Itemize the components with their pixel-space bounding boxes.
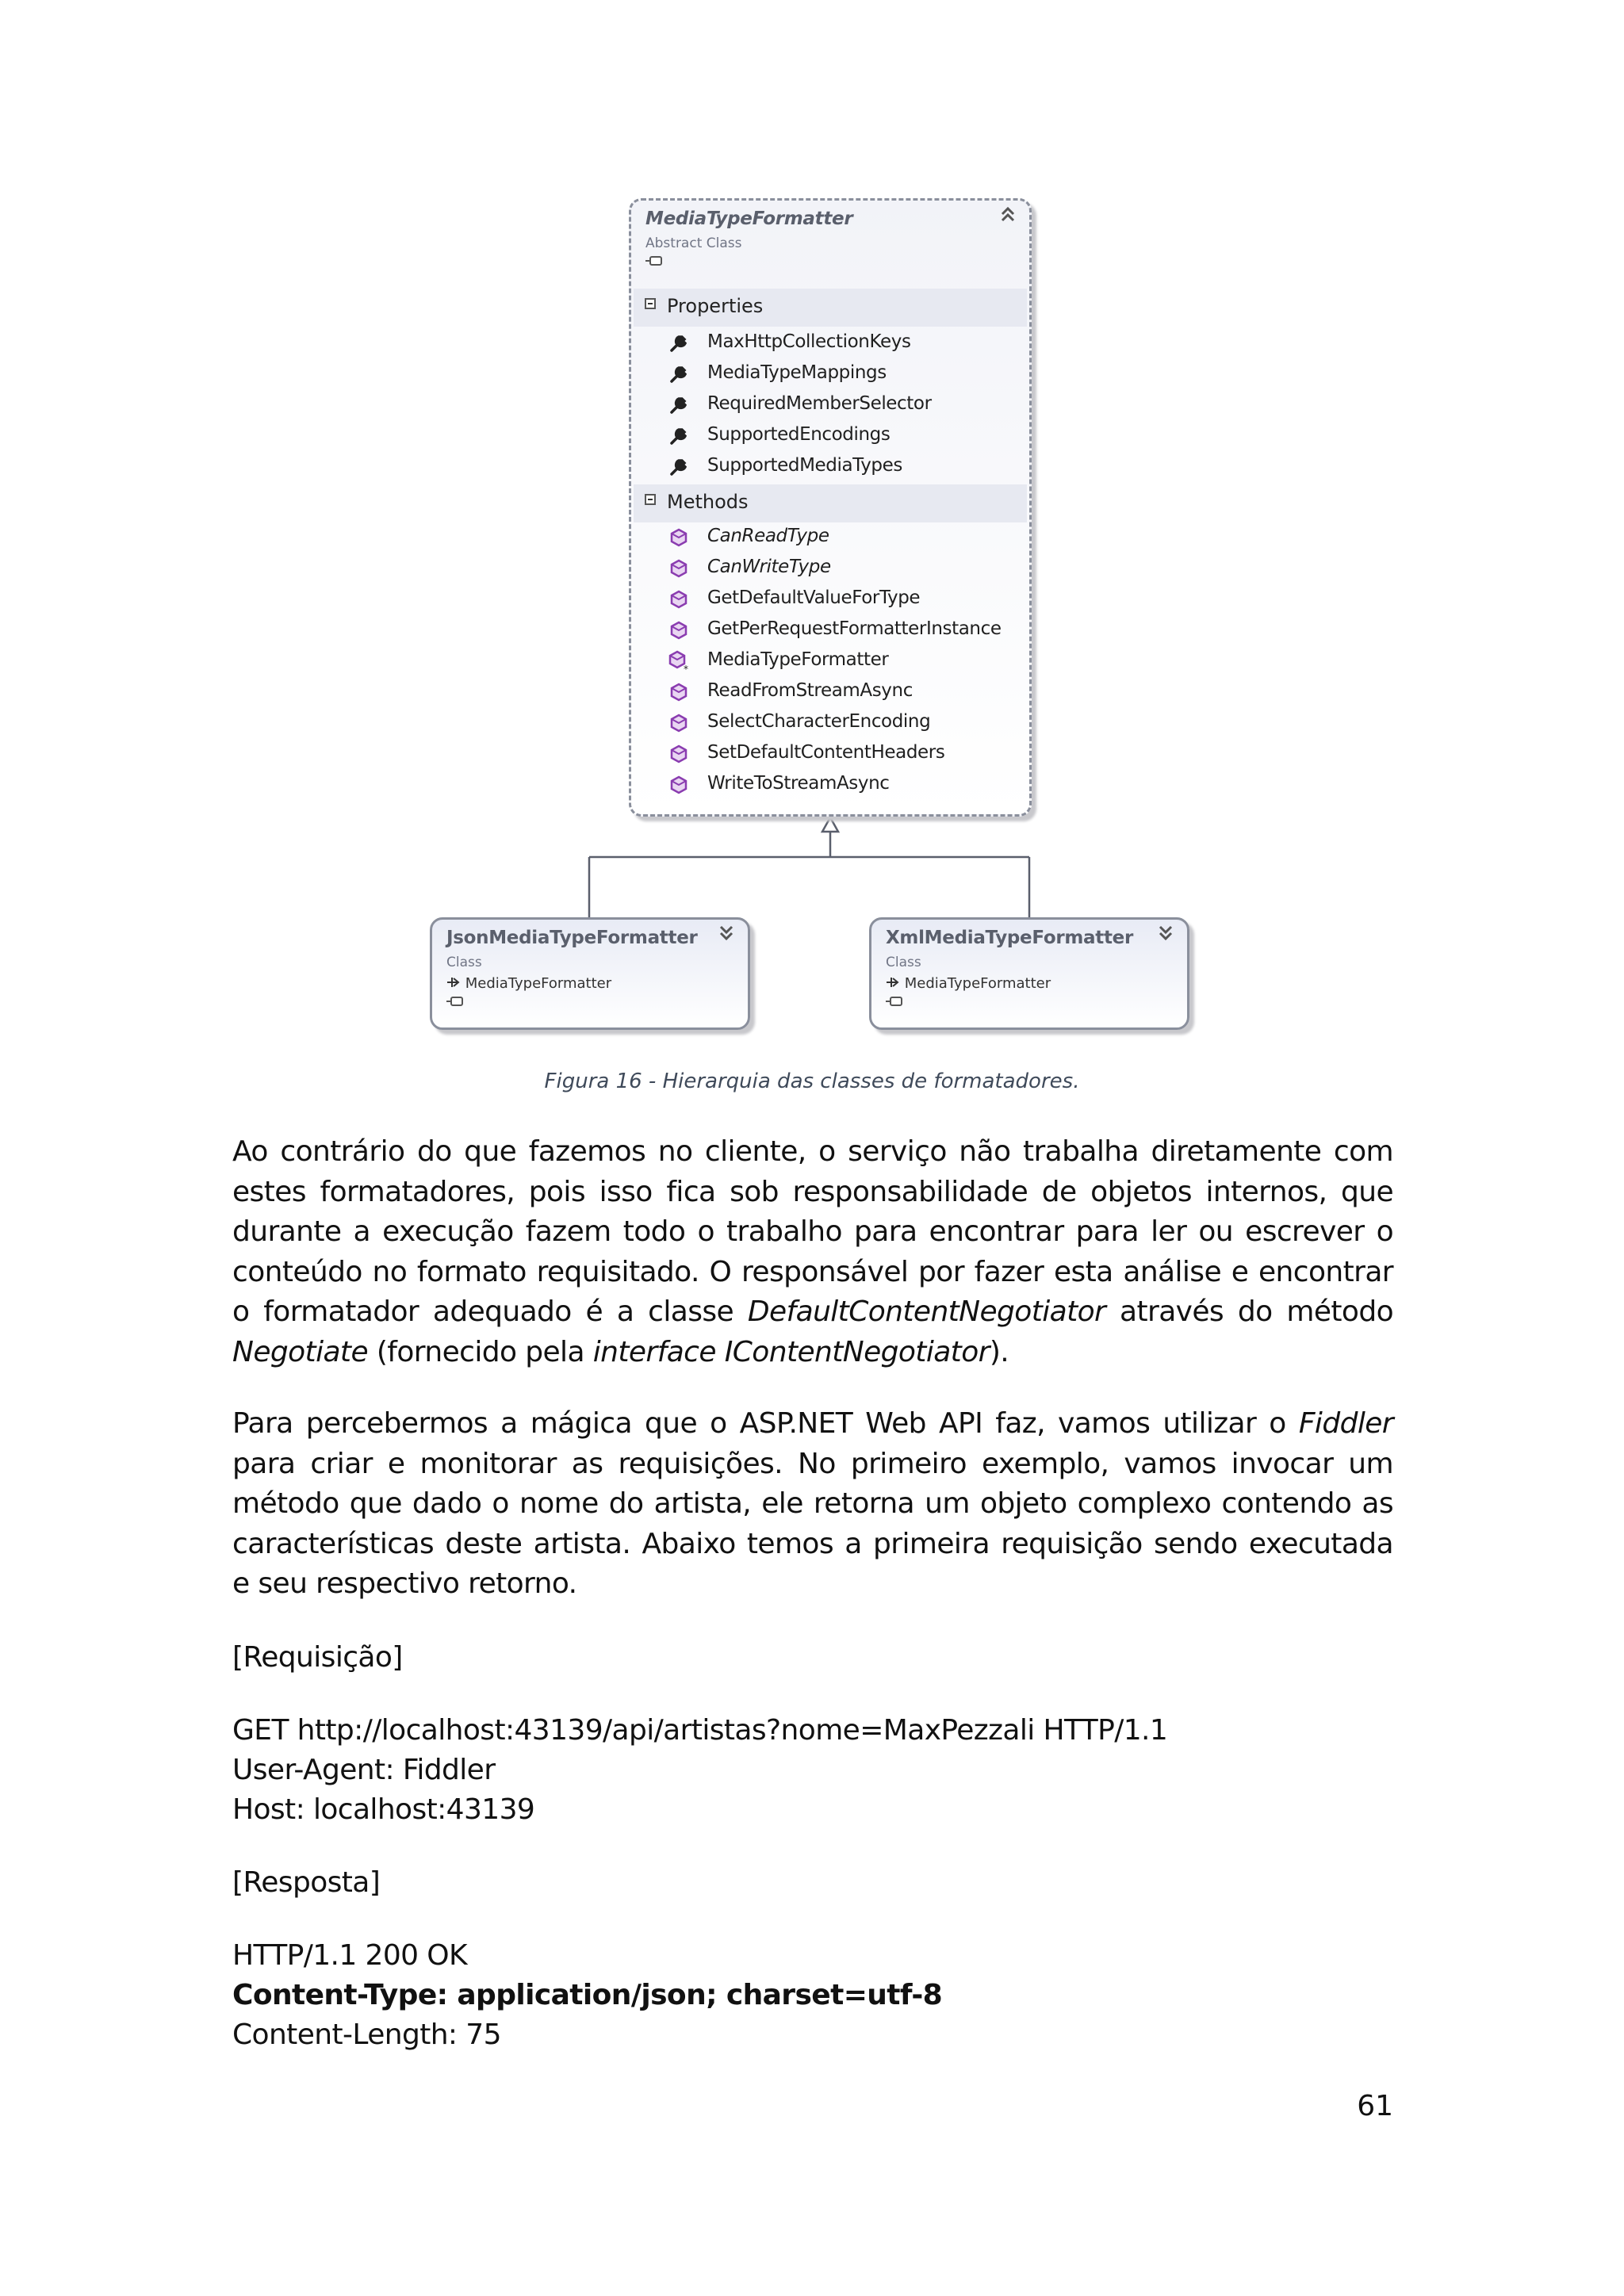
request-label: [Requisição] (232, 1641, 403, 1674)
property-item (631, 328, 1029, 358)
double-chevron-down-icon[interactable] (716, 923, 737, 943)
class-name: JsonMediaTypeFormatter (446, 928, 698, 948)
base-class-ref (886, 975, 1173, 992)
paragraph-text: ). (989, 1335, 1009, 1368)
page-number: 61 (1357, 2090, 1393, 2122)
class-header (886, 928, 1173, 1006)
arrow-right-icon (886, 977, 900, 988)
request-line: GET http://localhost:43139/api/artistas?nome=MaxPezzali HTTP/1.1 (232, 1714, 1168, 1747)
mediatypeformatter-class-box (629, 198, 1032, 817)
properties-section-header[interactable] (634, 289, 1027, 327)
paragraph-text: através do método (1105, 1295, 1393, 1328)
method-name: CanReadType (707, 526, 829, 546)
emphasis-text: Negotiate (232, 1335, 368, 1368)
class-header (645, 209, 1015, 266)
method-item (631, 522, 1029, 553)
double-chevron-up-icon[interactable] (998, 204, 1018, 224)
method-item (631, 677, 1029, 707)
request-line: User-Agent: Fiddler (232, 1754, 496, 1786)
paragraph-1 (232, 1132, 1393, 1372)
cube-icon (668, 681, 690, 703)
emphasis-text: interface IContentNegotiator (592, 1335, 990, 1368)
pin-icon (886, 997, 903, 1006)
cube-icon (668, 743, 690, 765)
wrench-icon (668, 332, 690, 354)
property-name: MaxHttpCollectionKeys (707, 331, 911, 352)
cube-icon (668, 588, 690, 610)
wrench-icon (668, 425, 690, 447)
class-kind: Abstract Class (645, 235, 742, 251)
svg-text:*: * (684, 664, 688, 672)
collapse-toggle-icon[interactable] (645, 298, 656, 309)
wrench-icon (668, 456, 690, 478)
base-class-name: MediaTypeFormatter (904, 975, 1051, 992)
emphasis-text: Fiddler (1298, 1407, 1393, 1440)
property-item (631, 359, 1029, 389)
property-name: RequiredMemberSelector (707, 393, 932, 414)
base-class-ref (446, 975, 733, 992)
method-name: WriteToStreamAsync (707, 773, 890, 794)
properties-label: Properties (667, 295, 764, 317)
cube-star-icon (668, 650, 690, 672)
double-chevron-down-icon[interactable] (1155, 923, 1176, 943)
method-name: SetDefaultContentHeaders (707, 742, 945, 763)
class-name: XmlMediaTypeFormatter (886, 928, 1133, 948)
method-item (631, 739, 1029, 769)
class-kind: Class (886, 955, 921, 970)
method-item (631, 646, 1029, 676)
method-item (631, 553, 1029, 584)
collapse-toggle-icon[interactable] (645, 494, 656, 505)
method-item (631, 770, 1029, 800)
arrow-right-icon (446, 977, 461, 988)
pin-icon (645, 256, 663, 266)
response-line: Content-Length: 75 (232, 2019, 501, 2051)
method-name: MediaTypeFormatter (707, 649, 889, 670)
jsonmediatypeformatter-class-box (430, 917, 750, 1030)
method-name: GetDefaultValueForType (707, 587, 921, 608)
method-item (631, 708, 1029, 738)
method-item (631, 584, 1029, 614)
paragraph-text: Para percebermos a mágica que o ASP.NET Web API faz, vamos utilizar o (232, 1407, 1299, 1440)
class-kind: Class (446, 955, 482, 970)
class-name: MediaTypeFormatter (645, 209, 853, 229)
paragraph-text: para criar e monitorar as requisições. No primeiro exemplo, vamos invocar um método que dado o nome do artista, ele retorna um objeto complexo contendo as características deste artista. Abaixo temos a primeira requisição sendo executada e seu respectivo retorno. (232, 1447, 1393, 1600)
property-item (631, 390, 1029, 420)
base-class-name: MediaTypeFormatter (465, 975, 612, 992)
method-name: GetPerRequestFormatterInstance (707, 618, 1002, 639)
method-name: CanWriteType (707, 557, 831, 577)
response-line: Content-Type: application/json; charset=utf-8 (232, 1979, 943, 2011)
inheritance-arrowhead (822, 817, 838, 832)
wrench-icon (668, 394, 690, 416)
method-name: SelectCharacterEncoding (707, 711, 931, 732)
property-item (631, 452, 1029, 482)
pin-icon (446, 997, 464, 1006)
methods-section-header[interactable] (634, 484, 1027, 522)
xmlmediatypeformatter-class-box (869, 917, 1189, 1030)
cube-icon (668, 712, 690, 734)
property-name: SupportedEncodings (707, 424, 891, 445)
request-line: Host: localhost:43139 (232, 1793, 535, 1826)
cube-icon (668, 557, 690, 580)
paragraph-text: Ao contrário do que fazemos no cliente, o serviço não trabalha diretamente com estes formatadores, pois isso fica sob responsabilidade de objetos internos, que durante a execução fazem todo o trabalho para encontrar para ler ou escrever o conteúdo no formato requisitado. O responsável por fazer esta análise e encontrar o formatador adequado é a classe (232, 1135, 1393, 1328)
response-line: HTTP/1.1 200 OK (232, 1939, 468, 1972)
method-name: ReadFromStreamAsync (707, 680, 913, 701)
emphasis-text: DefaultContentNegotiator (747, 1295, 1106, 1328)
response-label: [Resposta] (232, 1866, 381, 1899)
class-header (446, 928, 733, 1006)
paragraph-text: (fornecido pela (368, 1335, 593, 1368)
cube-icon (668, 774, 690, 796)
property-name: SupportedMediaTypes (707, 455, 902, 476)
method-item (631, 615, 1029, 645)
property-item (631, 421, 1029, 451)
wrench-icon (668, 363, 690, 385)
property-name: MediaTypeMappings (707, 362, 887, 383)
cube-icon (668, 619, 690, 641)
cube-icon (668, 526, 690, 549)
paragraph-2 (232, 1404, 1393, 1605)
figure-caption: Figura 16 - Hierarquia das classes de formatadores. (544, 1070, 1080, 1093)
methods-label: Methods (667, 491, 749, 513)
